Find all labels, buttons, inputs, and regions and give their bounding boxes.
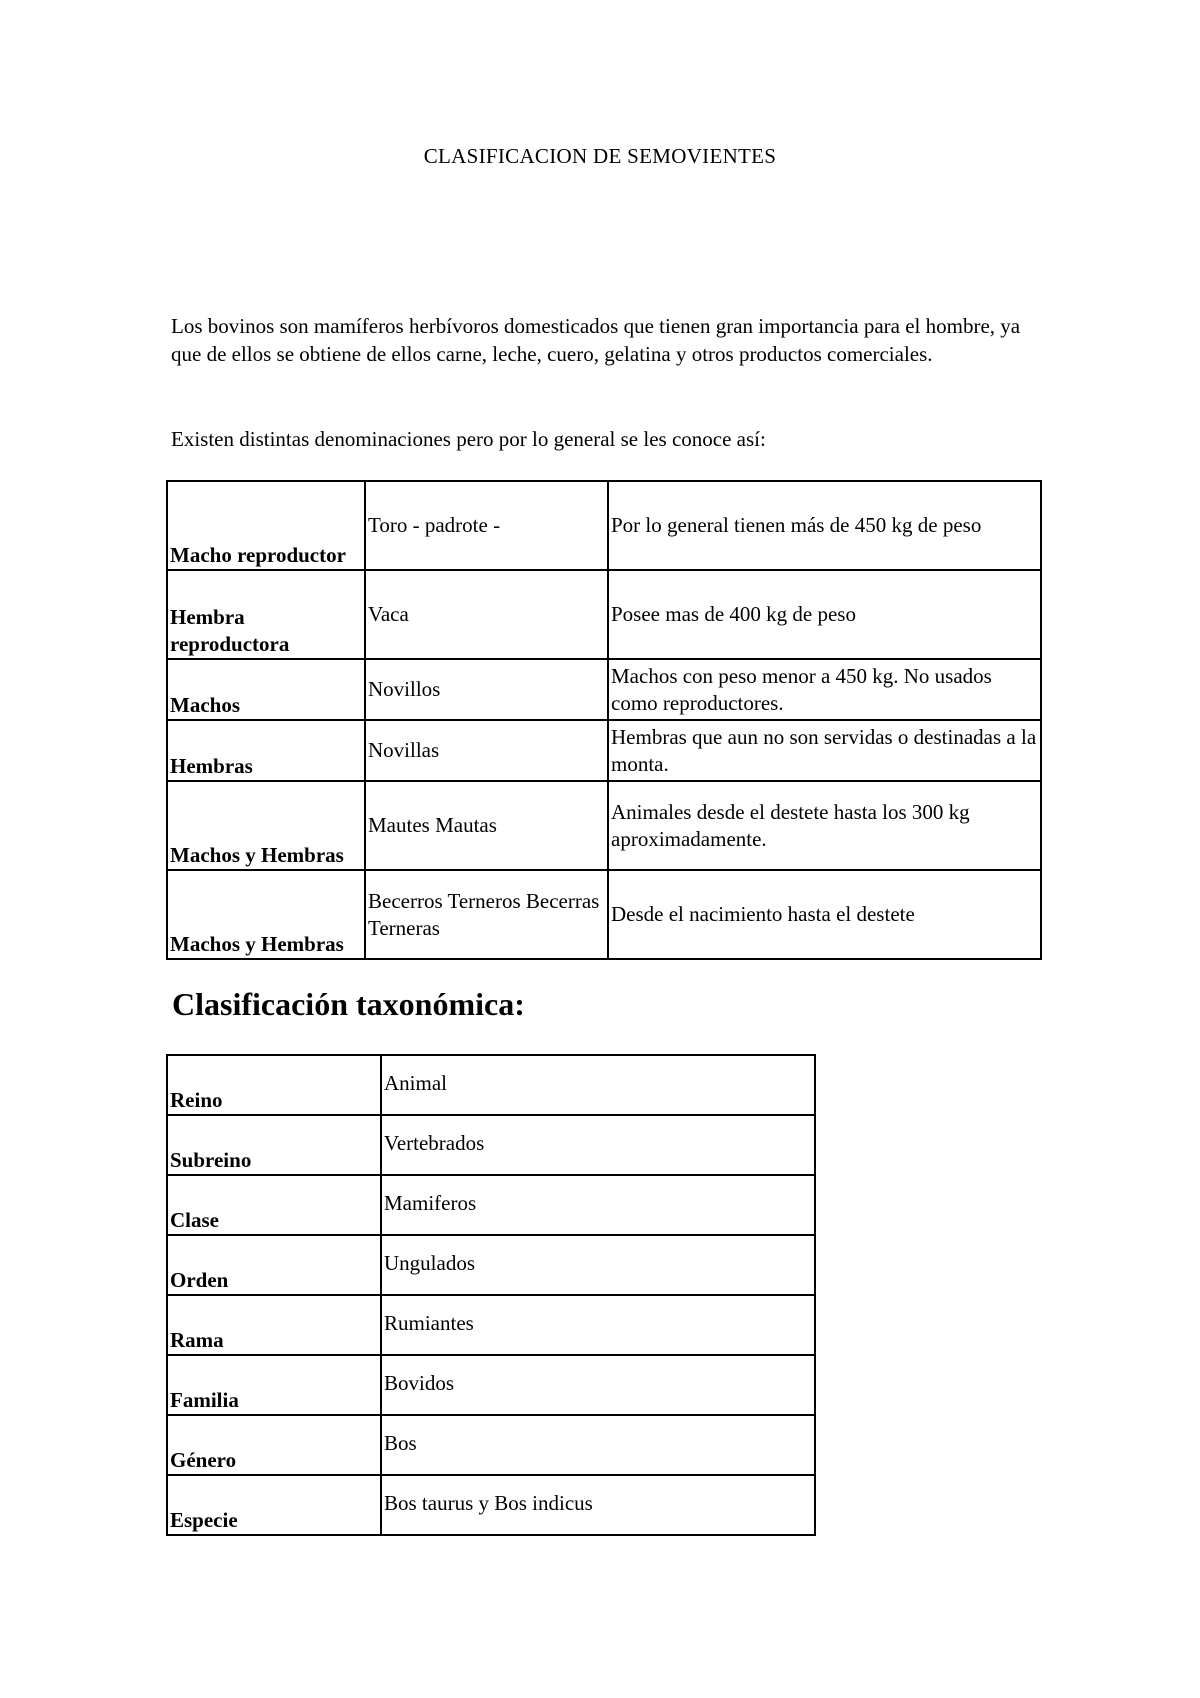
taxonomia-heading: Clasificación taxonómica: bbox=[172, 986, 525, 1022]
denominaciones-table bbox=[166, 480, 1042, 960]
table-row bbox=[167, 720, 1041, 781]
descripcion-cell: Por lo general tienen más de 450 kg de peso bbox=[608, 481, 1041, 570]
table-row bbox=[167, 1235, 815, 1295]
nombre-cell: Becerros Terneros Becerras Terneras bbox=[365, 870, 608, 959]
taxonomia-table bbox=[166, 1054, 816, 1536]
descripcion-cell: Desde el nacimiento hasta el destete bbox=[608, 870, 1041, 959]
categoria-cell: Machos y Hembras bbox=[167, 781, 365, 870]
valor-cell: Bos taurus y Bos indicus bbox=[381, 1475, 815, 1535]
rango-cell: Familia bbox=[167, 1355, 381, 1415]
table-row bbox=[167, 1115, 815, 1175]
categoria-cell: Hembras bbox=[167, 720, 365, 781]
categoria-cell: Macho reproductor bbox=[167, 481, 365, 570]
categoria-cell: Hembra reproductora bbox=[167, 570, 365, 659]
table-row bbox=[167, 870, 1041, 959]
valor-cell: Mamiferos bbox=[381, 1175, 815, 1235]
valor-cell: Animal bbox=[381, 1055, 815, 1115]
valor-cell: Bos bbox=[381, 1415, 815, 1475]
valor-cell: Rumiantes bbox=[381, 1295, 815, 1355]
table-row bbox=[167, 1175, 815, 1235]
valor-cell: Bovidos bbox=[381, 1355, 815, 1415]
table-row bbox=[167, 1295, 815, 1355]
nombre-cell: Novillas bbox=[365, 720, 608, 781]
table-row bbox=[167, 1415, 815, 1475]
nombre-cell: Vaca bbox=[365, 570, 608, 659]
intro-paragraph: Los bovinos son mamíferos herbívoros domesticados que tienen gran importancia para el hombre, ya que de ellos se obtiene de ellos carne, leche, cuero, gelatina y otros productos comerciales. bbox=[171, 314, 1021, 366]
rango-cell: Orden bbox=[167, 1235, 381, 1295]
rango-cell: Reino bbox=[167, 1055, 381, 1115]
descripcion-cell: Hembras que aun no son servidas o destinadas a la monta. bbox=[608, 720, 1041, 781]
nombre-cell: Toro - padrote - bbox=[365, 481, 608, 570]
rango-cell: Clase bbox=[167, 1175, 381, 1235]
rango-cell: Género bbox=[167, 1415, 381, 1475]
table-row bbox=[167, 1355, 815, 1415]
table-row bbox=[167, 1475, 815, 1535]
rango-cell: Especie bbox=[167, 1475, 381, 1535]
rango-cell: Subreino bbox=[167, 1115, 381, 1175]
valor-cell: Ungulados bbox=[381, 1235, 815, 1295]
descripcion-cell: Animales desde el destete hasta los 300 kg aproximadamente. bbox=[608, 781, 1041, 870]
table-row bbox=[167, 781, 1041, 870]
nombre-cell: Novillos bbox=[365, 659, 608, 720]
document-title: CLASIFICACION DE SEMOVIENTES bbox=[423, 144, 777, 168]
table-row bbox=[167, 1055, 815, 1115]
rango-cell: Rama bbox=[167, 1295, 381, 1355]
descripcion-cell: Posee mas de 400 kg de peso bbox=[608, 570, 1041, 659]
categoria-cell: Machos y Hembras bbox=[167, 870, 365, 959]
lead-paragraph: Existen distintas denominaciones pero por lo general se les conoce así: bbox=[171, 427, 766, 451]
categoria-cell: Machos bbox=[167, 659, 365, 720]
table-row bbox=[167, 570, 1041, 659]
descripcion-cell: Machos con peso menor a 450 kg. No usados como reproductores. bbox=[608, 659, 1041, 720]
valor-cell: Vertebrados bbox=[381, 1115, 815, 1175]
nombre-cell: Mautes Mautas bbox=[365, 781, 608, 870]
table-row bbox=[167, 659, 1041, 720]
table-row bbox=[167, 481, 1041, 570]
